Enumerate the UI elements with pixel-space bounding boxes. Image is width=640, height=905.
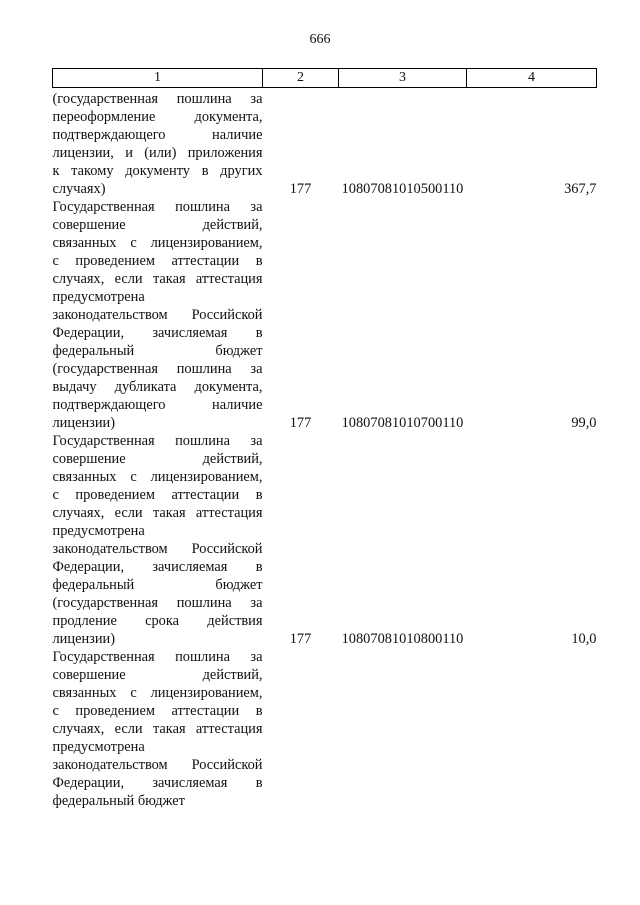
description-line: предусмотрена xyxy=(52,289,145,305)
column-header: 2 xyxy=(263,69,339,88)
description-line: лицензии, и (или) приложения xyxy=(52,145,263,161)
description-line: Федерации, зачисляемая в xyxy=(52,775,263,791)
description-line: законодательством Российской xyxy=(52,757,263,773)
description-line: к такому документу в других xyxy=(52,163,263,179)
amount-cell xyxy=(467,648,597,810)
description-line: с проведением аттестации в xyxy=(52,703,263,719)
row-description xyxy=(53,88,263,199)
description-line: совершение действий, xyxy=(52,451,263,467)
description-line: выдачу дубликата документа, xyxy=(52,379,263,395)
description-line: Государственная пошлина за xyxy=(52,433,263,449)
description-line: (государственная пошлина за xyxy=(52,361,263,377)
description-line: законодательством Российской xyxy=(52,307,263,323)
description-line: связанных с лицензированием, xyxy=(52,235,263,251)
admin-code-cell: 177 xyxy=(289,631,312,647)
description-line: лицензии) xyxy=(52,415,116,431)
admin-code-cell: 177 xyxy=(289,415,312,431)
table-header-row xyxy=(53,69,597,88)
page-number: 666 xyxy=(309,32,331,47)
kbk-code-cell xyxy=(339,648,467,810)
table-row xyxy=(53,88,597,199)
kbk-code-cell: 10807081010700110 xyxy=(341,415,464,431)
table-row xyxy=(53,648,597,810)
row-description xyxy=(53,648,263,810)
description-line: с проведением аттестации в xyxy=(52,253,263,269)
description-line: федеральный бюджет xyxy=(52,577,263,593)
row-description xyxy=(53,432,263,648)
description-line: предусмотрена xyxy=(52,739,145,755)
kbk-code-cell: 10807081010800110 xyxy=(341,631,464,647)
kbk-code-cell: 10807081010500110 xyxy=(341,181,464,197)
column-header: 3 xyxy=(339,69,467,88)
description-line: совершение действий, xyxy=(52,667,263,683)
row-description xyxy=(53,198,263,432)
description-line: Федерации, зачисляемая в xyxy=(52,559,263,575)
description-line: случаях, если такая аттестация xyxy=(52,271,263,287)
description-line: федеральный бюджет xyxy=(52,343,263,359)
description-line: предусмотрена xyxy=(52,523,145,539)
description-line: с проведением аттестации в xyxy=(52,487,263,503)
admin-code-cell: 177 xyxy=(289,181,312,197)
description-line: Федерации, зачисляемая в xyxy=(52,325,263,341)
description-line: лицензии) xyxy=(52,631,116,647)
amount-cell: 99,0 xyxy=(571,415,597,431)
description-line: (государственная пошлина за xyxy=(52,91,263,107)
amount-cell: 367,7 xyxy=(564,181,597,197)
table-row xyxy=(53,432,597,648)
description-line: случаях, если такая аттестация xyxy=(52,721,263,737)
description-line: случаях, если такая аттестация xyxy=(52,505,263,521)
amount-cell: 10,0 xyxy=(571,631,597,647)
description-line: федеральный бюджет xyxy=(52,793,185,809)
description-line: переоформление документа, xyxy=(52,109,263,125)
description-line: подтверждающего наличие xyxy=(52,127,263,143)
description-line: (государственная пошлина за xyxy=(52,595,263,611)
description-line: Государственная пошлина за xyxy=(52,199,263,215)
column-header: 1 xyxy=(53,69,263,88)
description-line: продление срока действия xyxy=(52,613,263,629)
description-line: Государственная пошлина за xyxy=(52,649,263,665)
description-line: связанных с лицензированием, xyxy=(52,469,263,485)
table-body xyxy=(53,88,597,811)
revenue-table xyxy=(52,68,597,810)
description-line: совершение действий, xyxy=(52,217,263,233)
description-line: связанных с лицензированием, xyxy=(52,685,263,701)
description-line: случаях) xyxy=(52,181,106,197)
admin-code-cell xyxy=(263,648,339,810)
table-row xyxy=(53,198,597,432)
description-line: подтверждающего наличие xyxy=(52,397,263,413)
column-header: 4 xyxy=(467,69,597,88)
description-line: законодательством Российской xyxy=(52,541,263,557)
